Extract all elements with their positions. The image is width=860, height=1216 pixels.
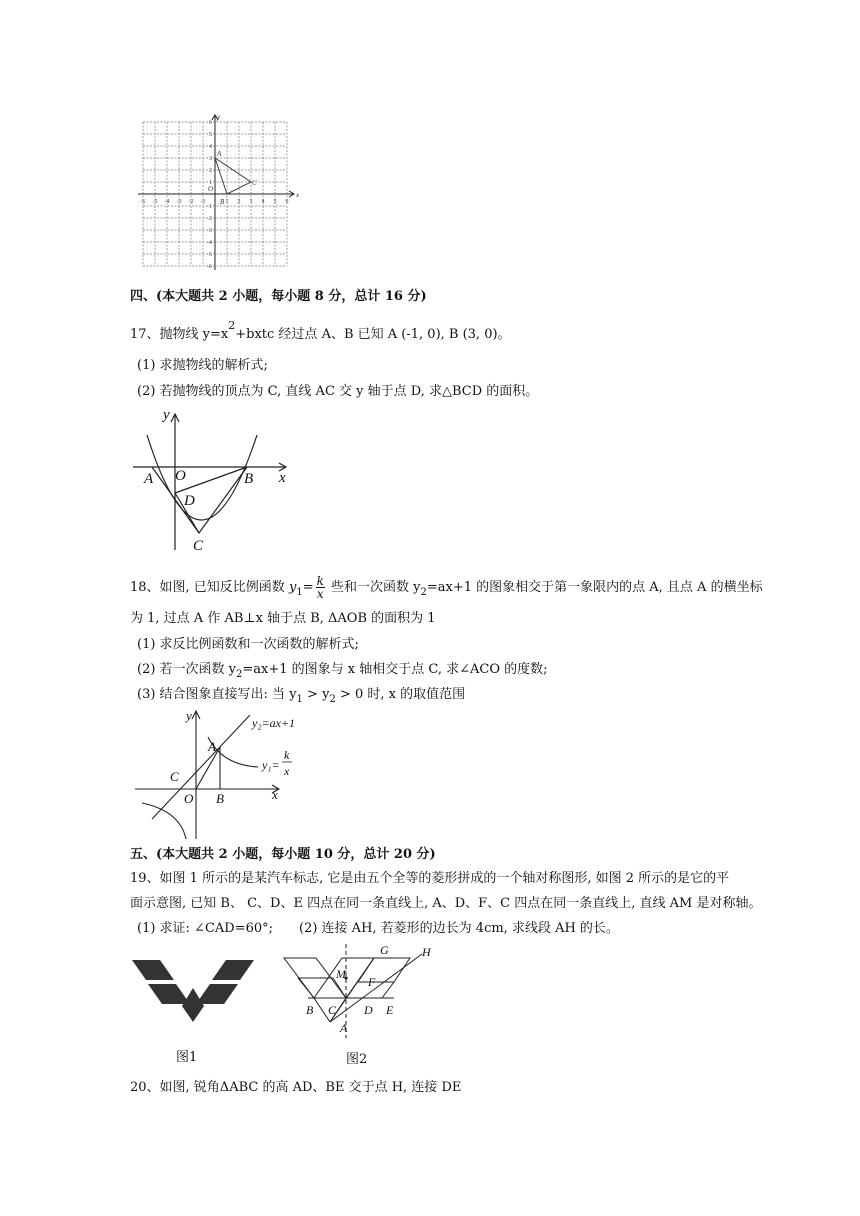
svg-text:A: A	[340, 1021, 348, 1035]
svg-text:y₁=: y₁=	[262, 758, 280, 772]
svg-text:A: A	[144, 471, 154, 487]
svg-text:D: D	[184, 493, 195, 509]
svg-text:3: 3	[209, 156, 212, 162]
svg-text:-1: -1	[200, 199, 206, 205]
q17-part2: (2) 若抛物线的顶点为 C, 直线 AC 交 y 轴于点 D, 求△BCD 的面积。	[137, 384, 539, 399]
q18-stem-line2: 为 1, 过点 A 作 AB⊥x 轴于点 B, ΔAOB 的面积为 1	[130, 611, 436, 626]
svg-text:y: y	[186, 708, 192, 723]
svg-text:G: G	[380, 943, 389, 957]
q18-part1: (1) 求反比例函数和一次函数的解析式;	[137, 637, 359, 652]
svg-text:k: k	[284, 748, 290, 762]
svg-text:6: 6	[209, 120, 212, 126]
svg-text:-3: -3	[176, 199, 182, 205]
svg-text:B: B	[220, 198, 225, 206]
svg-text:B: B	[306, 1003, 314, 1017]
q19-part2: (2) 连接 AH, 若菱形的边长为 4cm, 求线段 AH 的长。	[299, 921, 619, 936]
svg-text:y: y	[217, 113, 221, 121]
svg-text:-3: -3	[207, 228, 212, 234]
svg-text:O: O	[208, 185, 214, 193]
q18-part3: (3) 结合图象直接写出: 当 $y_1 > y_2 > 0$ 时, x 的取值范围	[137, 687, 466, 705]
q20-stem: 20、如图, 锐角ΔABC 的高 AD、BE 交于点 H, 连接 DE	[130, 1080, 462, 1095]
q19-stem-line2: 面示意图, 已知 B、 C、D、E 四点在同一条直线上, A、D、F、C 四点在同一条直线上, 直线 AM 是对称轴。	[130, 896, 762, 911]
q17-stem: 17、抛物线 $y=x^2+bxtc$ 经过点 A、B 已知 A (-1, 0), B (3, 0)。	[130, 319, 511, 342]
svg-text:6: 6	[285, 199, 289, 205]
svg-text:1: 1	[209, 180, 212, 186]
svg-text:C: C	[170, 769, 179, 784]
svg-text:-2: -2	[207, 216, 212, 222]
q17-part1: (1) 求抛物线的解析式;	[137, 358, 268, 373]
svg-text:D: D	[364, 1003, 373, 1017]
svg-text:C: C	[328, 1003, 337, 1017]
svg-text:B: B	[244, 471, 254, 487]
svg-text:5: 5	[273, 199, 277, 205]
svg-text:x: x	[284, 764, 290, 778]
svg-text:-1: -1	[207, 204, 212, 210]
svg-text:-5: -5	[207, 252, 212, 258]
svg-text:B: B	[216, 791, 224, 806]
svg-text:-2: -2	[188, 199, 194, 205]
svg-text:-6: -6	[140, 199, 146, 205]
svg-text:-4: -4	[207, 240, 212, 246]
svg-text:y: y	[163, 407, 170, 423]
coordinate-grid-figure	[130, 112, 305, 274]
svg-text:C: C	[193, 538, 204, 554]
svg-text:x: x	[296, 191, 300, 199]
q19-stem-line1: 19、如图 1 所示的是某汽车标志, 它是由五个全等的菱形拼成的一个轴对称图形, 如图 2 所示的是它的平	[130, 871, 730, 886]
q17-parabola-figure	[125, 405, 295, 555]
q18-stem-line1: 18、如图, 已知反比例函数 $y_1=$ $\frac{k}{x}$ 些和一次函数 $y_2=ax+1$ 的图象相交于第一象限内的点 A, 且点 A 的横坐标	[130, 574, 763, 601]
svg-text:4: 4	[261, 199, 265, 205]
svg-text:E: E	[386, 1003, 394, 1017]
svg-text:F: F	[368, 975, 376, 989]
svg-text:-6: -6	[207, 264, 212, 270]
svg-text:C: C	[252, 179, 257, 187]
svg-text:O: O	[184, 791, 194, 806]
section-5-heading: 五、(本大题共 2 小题，每小题 10 分，总计 20 分)	[130, 847, 436, 862]
q19-part1: (1) 求证: ∠CAD=60°;	[137, 921, 274, 936]
svg-text:-5: -5	[152, 199, 158, 205]
svg-text:A: A	[217, 150, 222, 158]
svg-text:5: 5	[209, 132, 212, 138]
svg-text:1: 1	[225, 199, 229, 205]
q18-part2: (2) 若一次函数 $y_2=ax+1$ 的图象与 x 轴相交于点 C, 求∠ACO 的度数;	[137, 662, 548, 680]
svg-text:2: 2	[237, 199, 241, 205]
svg-text:A: A	[208, 739, 216, 754]
svg-text:3: 3	[249, 199, 253, 205]
q19-car-logo-figure	[132, 958, 254, 1024]
svg-text:M: M	[336, 967, 346, 981]
svg-text:-4: -4	[164, 199, 170, 205]
q19-fig1-caption: 图1	[176, 1050, 198, 1065]
q18-function-figure	[130, 707, 320, 842]
q19-schematic-figure	[278, 942, 438, 1062]
svg-text:y₂=ax+1: y₂=ax+1	[252, 716, 296, 730]
svg-text:H: H	[422, 945, 431, 959]
svg-text:x: x	[279, 470, 286, 486]
svg-text:x: x	[272, 787, 278, 802]
svg-text:4: 4	[209, 144, 212, 150]
svg-text:O: O	[175, 468, 186, 484]
q19-fig2-caption: 图2	[346, 1052, 368, 1067]
section-4-heading: 四、(本大题共 2 小题，每小题 8 分，总计 16 分)	[130, 289, 427, 304]
svg-text:2: 2	[209, 168, 212, 174]
